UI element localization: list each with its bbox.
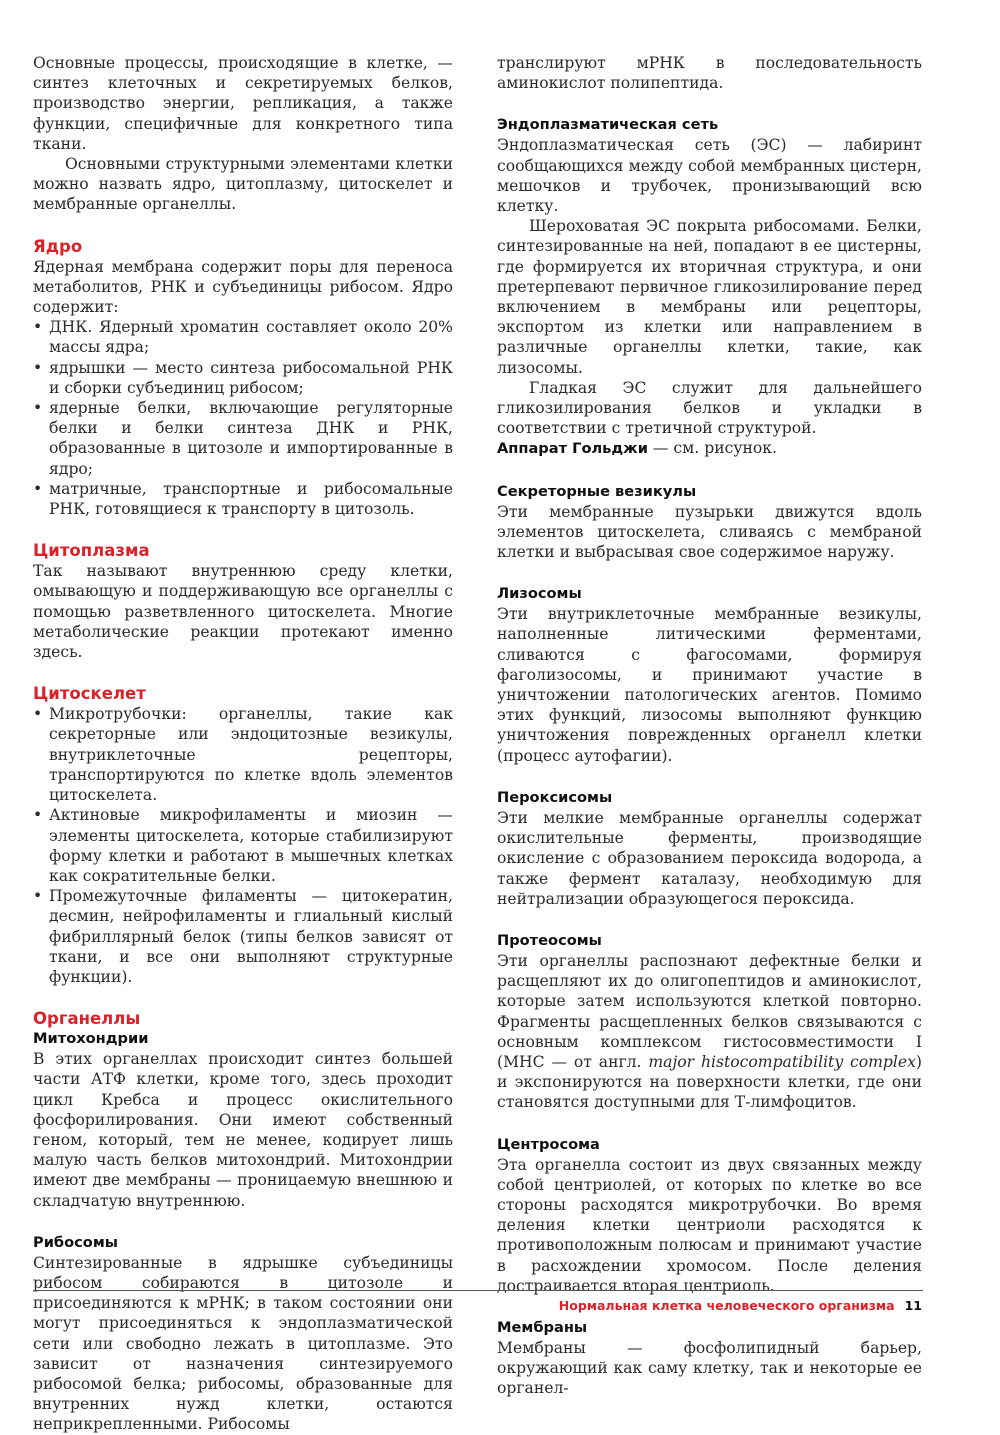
footer-divider (33, 1290, 923, 1291)
section-heading-cytoplasm: Цитоплазма (33, 541, 150, 561)
footer-title: Нормальная клетка человеческого организма (558, 1298, 895, 1313)
membranes-text: Мембраны — фосфолипидный барьер, окружающий как саму клетку, так и некоторые ее органел- (497, 1338, 922, 1398)
golgi-label: Аппарат Гольджи (497, 440, 648, 458)
nucleus-text: Ядерная мембрана содержит поры для переноса метаболитов, РНК и субъединицы рибосом. Ядро содержит: (33, 257, 453, 317)
centrosome-text: Эта органелла состоит из двух связанных между собой центриолей, от которых по клетке во все стороны расходятся микротрубочки. Во время деления клетки центриоли расходятся к противоположным полюсам и принимают участие в расхождении хромосом. После деления достраивается вторая центриоль. (497, 1155, 922, 1295)
nucleus-list (33, 317, 453, 519)
section-heading-cytoskeleton: Цитоскелет (33, 684, 146, 704)
er-text: Гладкая ЭС служит для дальнейшего гликозилирования белков и укладки в соответствии с третичной структурой. (497, 378, 922, 438)
er-text: Эндоплазматическая сеть (ЭС) — лабиринт сообщающихся между собой мембранных цистерн, мешочков и трубочек, пронизывающий всю клетку. (497, 136, 922, 216)
golgi-text: — см. рисунок. (647, 439, 777, 458)
list-item: • Актиновые микрофиламенты и миозин — элементы цитоскелета, которые стабилизируют форму клетки и работают в мышечных клетках как сократительные белки. (33, 805, 453, 886)
right-column (497, 53, 922, 1399)
lysosomes-text: Эти внутриклеточные мембранные везикулы, наполненные литическими ферментами, сливаются с фагосомами, формируя фаголизосомы, и принимают участие в уничтожении патологических агентов. Помимо этих функций, лизосомы выполняют функцию уничтожения поврежденных органелл клетки (процесс аутофагии). (497, 605, 922, 765)
page-number: 11 (904, 1298, 922, 1313)
list-item: • Микротрубочки: органеллы, такие как секреторные или эндоцитозные везикулы, внутриклеточные рецепторы, транспортируются по клетке вдоль элементов цитоскелета. (33, 704, 453, 805)
subheading-mitochondria: Митохондрии (33, 1030, 149, 1048)
subheading-centrosome: Центросома (497, 1135, 600, 1153)
ribosomes-text-continued: транслируют мРНК в последовательность аминокислот полипептида. (497, 54, 922, 93)
subheading-er: Эндоплазматическая сеть (497, 116, 719, 134)
subheading-ribosomes: Рибосомы (33, 1233, 118, 1251)
mitochondria-text: В этих органеллах происходит синтез большей части АТФ клетки, кроме того, здесь проходит цикл Кребса и процесс окислительного фосфорилирования. Они имеют собственный геном, который, тем не менее, кодирует лишь малую часть белков митохондрий. Митохондрии имеют две мембраны — проницаемую внешнюю и складчатую внутреннюю. (33, 1050, 453, 1210)
proteasomes-text-italic: major histocompatibility complex (648, 1052, 916, 1071)
intro-paragraph: Основные процессы, происходящие в клетке, — синтез клеточных и секретируемых белков, производство энергии, репликация, а также функции, специфичные для конкретного типа ткани. (33, 54, 453, 153)
subheading-lysosomes: Лизосомы (497, 585, 582, 603)
golgi-line (497, 438, 922, 459)
proteasomes-text (497, 951, 922, 1113)
peroxisomes-text: Эти мелкие мембранные органеллы содержат окислительные ферменты, производящие окисление с образованием пероксида водорода, а также фермент каталазу, необходимую для нейтрализации образующегося пероксида. (497, 808, 922, 908)
cytoskeleton-list (33, 704, 453, 987)
subheading-proteasomes: Протеосомы (497, 931, 602, 949)
subheading-vesicles: Секреторные везикулы (497, 482, 697, 500)
vesicles-text: Эти мембранные пузырьки движутся вдоль элементов цитоскелета, сливаясь с мембраной клетки и выбрасывая свое содержимое наружу. (497, 502, 922, 562)
proteasomes-text-part: Эти органеллы распознают дефектные белки и расщепляют их до олигопептидов и аминокислот, которые затем используются клеткой повторно. Фрагменты расщепленных белков связываются с основным комплексом гистосовместимости I (MHC — от англ. (497, 951, 922, 1071)
proteasomes-text-part: ) и экспонируются на поверхности клетки, где они становятся доступными для Т-лимфоцитов. (497, 1052, 922, 1112)
er-text: Шероховатая ЭС покрыта рибосомами. Белки, синтезированные на ней, попадают в ее цистерны, где формируется их вторичная структура, и они претерпевают первичное гликозилирование перед включением в мембраны или рецепторы, экспортом из клетки или направлением в различные органеллы клетки, такие, как лизосомы. (497, 217, 922, 377)
list-item: • ядрышки — место синтеза рибосомальной РНК и сборки субъединиц рибосом; (33, 358, 453, 398)
cytoplasm-text: Так называют внутреннюю среду клетки, омывающую и поддерживающую все органеллы с помощью разветвленного цитоскелета. Многие метаболические реакции протекают именно здесь. (33, 562, 453, 662)
left-column (33, 53, 453, 1435)
ribosomes-text: Синтезированные в ядрышке субъединицы рибосом собираются в цитозоле и присоединяются к мРНК; в таком состоянии они могут присоединяться к эндоплазматической сети или свободно лежать в цитоплазме. Это зависит от назначения синтезируемого рибосомой белка; рибосомы, образованные для внутренних нужд клетки, остаются неприкрепленными. Рибосомы (33, 1253, 453, 1434)
list-item: • Промежуточные филаменты — цитокератин, десмин, нейрофиламенты и глиальный кислый фибриллярный белок (типы белков зависят от ткани, и все они выполняют структурные функции). (33, 886, 453, 987)
page-footer (559, 1297, 922, 1315)
subheading-membranes: Мембраны (497, 1318, 588, 1336)
section-heading-nucleus: Ядро (33, 236, 83, 256)
list-item: • ядерные белки, включающие регуляторные белки и белки синтеза ДНК и РНК, образованные в цитозоле и импортированные в ядро; (33, 398, 453, 479)
list-item: • ДНК. Ядерный хроматин составляет около 20% массы ядра; (33, 317, 453, 357)
intro-paragraph: Основными структурными элементами клетки можно назвать ядро, цитоплазму, цитоскелет и мембранные органеллы. (33, 155, 453, 214)
section-heading-organelles: Органеллы (33, 1009, 141, 1029)
subheading-peroxisomes: Пероксисомы (497, 788, 613, 806)
list-item: • матричные, транспортные и рибосомальные РНК, готовящиеся к транспорту в цитозоль. (33, 479, 453, 519)
